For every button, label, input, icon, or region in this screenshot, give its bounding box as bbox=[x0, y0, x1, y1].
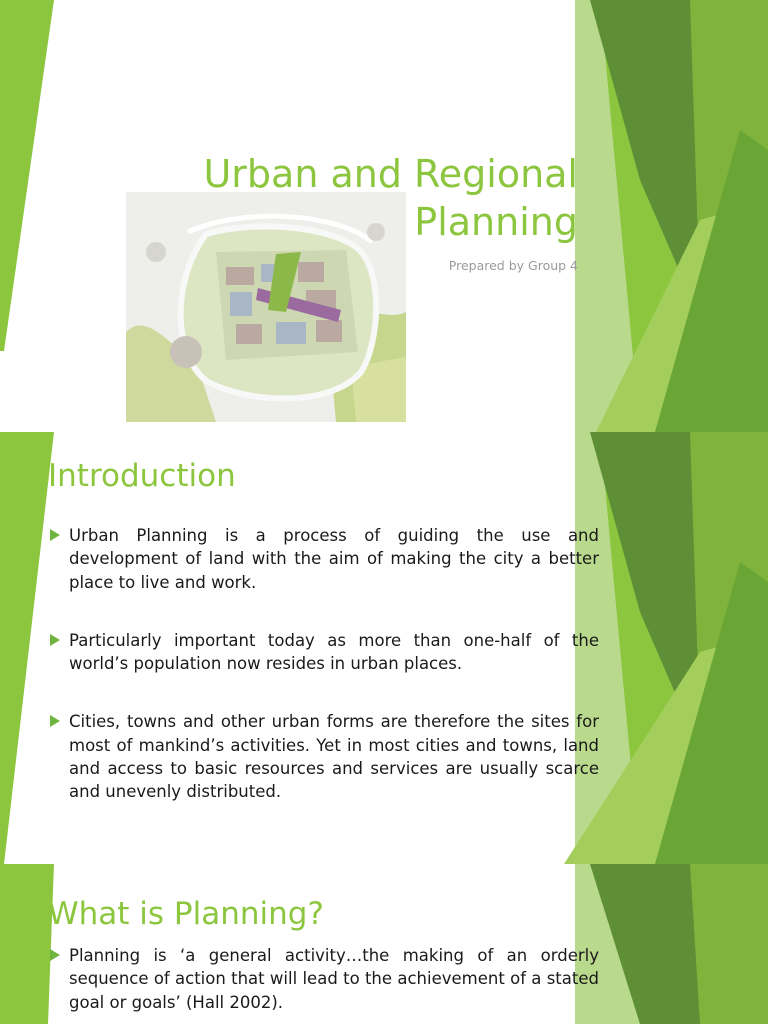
bullet-arrow-icon bbox=[50, 949, 60, 961]
bullet-text: Cities, towns and other urban forms are therefore the sites for most of mankind’s activities. Yet in most cities and towns, land and access to basic resources and services are usually scarce and unevenly distributed. bbox=[69, 712, 599, 802]
bullet-list bbox=[50, 944, 599, 1014]
bullet-list bbox=[50, 524, 599, 804]
introduction-slide bbox=[0, 432, 768, 864]
bullet-arrow-icon bbox=[50, 529, 60, 541]
bullet-arrow-icon bbox=[50, 715, 60, 727]
slide-title: Introduction bbox=[48, 458, 236, 494]
list-item bbox=[50, 944, 599, 1014]
bullet-text: Planning is ‘a general activity…the making of an orderly sequence of action that will lead to the achievement of a stated goal or goals’ (Hall 2002). bbox=[69, 946, 599, 1012]
what-is-planning-slide bbox=[0, 864, 768, 1024]
list-item bbox=[50, 710, 599, 803]
list-item bbox=[50, 524, 599, 594]
presentation-title: Urban and Regional Planning bbox=[203, 152, 578, 244]
bullet-text: Urban Planning is a process of guiding the use and development of land with the aim of making the city a better place to live and work. bbox=[69, 526, 599, 592]
list-item bbox=[50, 629, 599, 676]
bullet-arrow-icon bbox=[50, 634, 60, 646]
slide-title: What is Planning? bbox=[48, 896, 324, 932]
title-slide bbox=[0, 0, 768, 432]
presentation-subtitle: Prepared by Group 4 bbox=[448, 258, 578, 273]
bullet-text: Particularly important today as more than one-half of the world’s population now resides in urban places. bbox=[69, 630, 599, 674]
